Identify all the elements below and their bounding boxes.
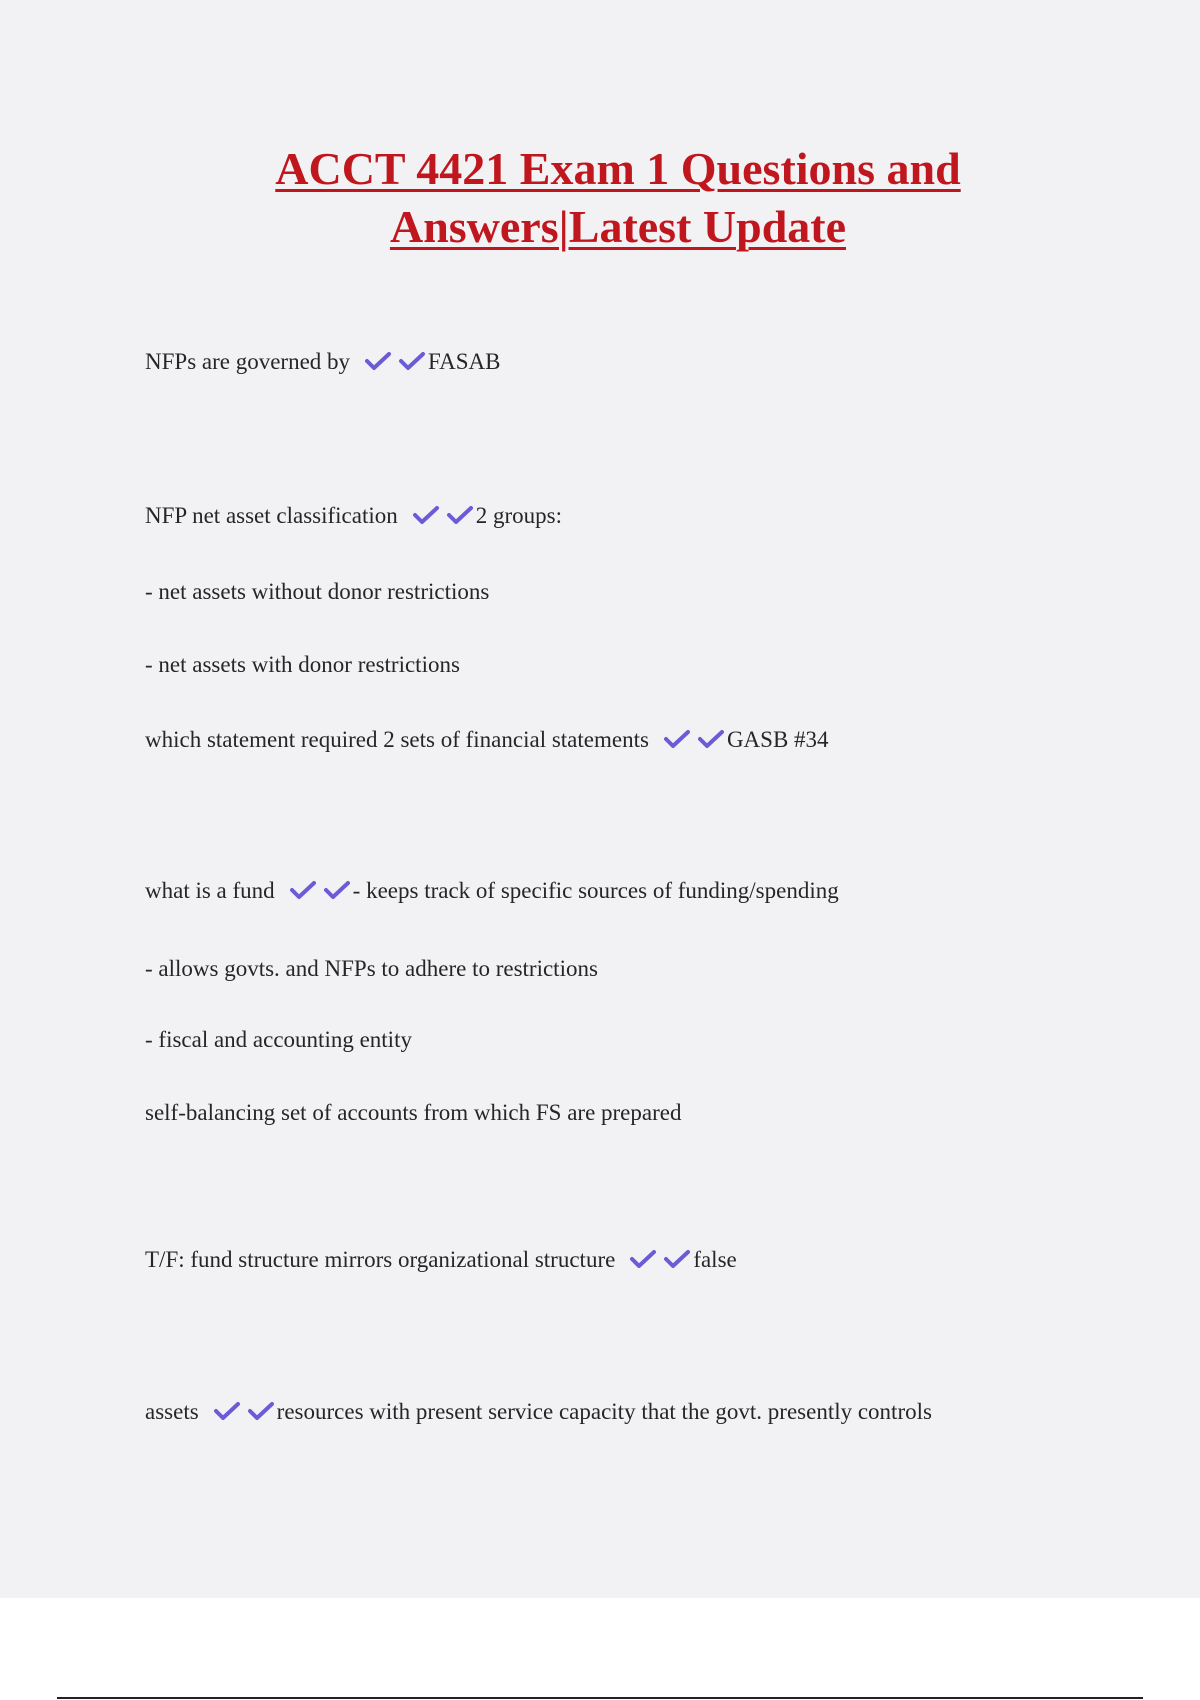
checkmark-icon [323, 879, 351, 901]
checkmark-icon [247, 1400, 275, 1422]
text-line: - net assets with donor restrictions [145, 652, 460, 677]
qa-item-statement [145, 726, 829, 757]
checkmark-icon [446, 504, 474, 526]
answer-text: 2 groups: [475, 503, 562, 528]
document-title [0, 140, 1200, 256]
checkmark-icon [412, 504, 440, 526]
answer-marker [663, 728, 725, 757]
answer-marker [289, 879, 351, 908]
text-line: - allows govts. and NFPs to adhere to restrictions [145, 956, 598, 981]
question-text: what is a fund [145, 878, 275, 903]
answer-text: FASAB [428, 349, 501, 374]
checkmark-icon [629, 1248, 657, 1270]
qa-item-assets [145, 1398, 932, 1429]
answer-marker [412, 504, 474, 533]
checkmark-icon [289, 879, 317, 901]
checkmark-icon [398, 350, 426, 372]
question-text: which statement required 2 sets of financial statements [145, 727, 649, 752]
text-line: - net assets without donor restrictions [145, 579, 490, 604]
checkmark-icon [663, 728, 691, 750]
checkmark-icon [364, 350, 392, 372]
footer-divider [57, 1697, 1143, 1699]
answer-marker [629, 1248, 691, 1277]
title-line-2: Answers|Latest Update [389, 201, 847, 252]
text-line: - fiscal and accounting entity [145, 1027, 412, 1052]
qa-item-net-asset [145, 502, 562, 533]
qa-item-fund [145, 877, 839, 908]
text-line: self-balancing set of accounts from which FS are prepared [145, 1100, 682, 1125]
question-text: assets [145, 1399, 199, 1424]
question-text: NFP net asset classification [145, 503, 398, 528]
answer-marker [213, 1400, 275, 1429]
answer-text: - keeps track of specific sources of funding/spending [352, 878, 839, 903]
answer-text: GASB #34 [726, 727, 829, 752]
answer-text: false [693, 1247, 737, 1272]
answer-marker [364, 350, 426, 379]
answer-text: resources with present service capacity that the govt. presently controls [276, 1399, 932, 1424]
checkmark-icon [697, 728, 725, 750]
checkmark-icon [663, 1248, 691, 1270]
question-text: T/F: fund structure mirrors organizational structure [145, 1247, 616, 1272]
question-text: NFPs are governed by [145, 349, 351, 374]
qa-item-governed [145, 348, 500, 379]
checkmark-icon [213, 1400, 241, 1422]
qa-item-fund-structure [145, 1246, 737, 1277]
title-line-1: ACCT 4421 Exam 1 Questions and [275, 143, 961, 194]
